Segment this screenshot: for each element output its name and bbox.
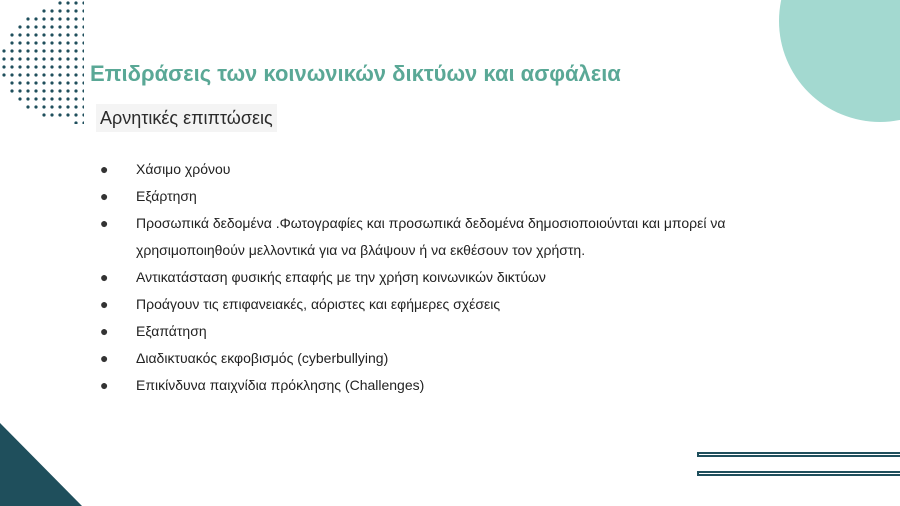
list-item: ● Διαδικτυακός εκφοβισμός (cyberbullying) — [100, 345, 860, 372]
dot-pattern-decoration — [0, 0, 84, 124]
list-item: ● Αντικατάσταση φυσικής επαφής με την χρήση κοινωνικών δικτύων — [100, 264, 860, 291]
bullet-icon: ● — [100, 188, 109, 204]
teal-circle-decoration — [779, 0, 900, 122]
bullet-list — [100, 156, 860, 399]
bullet-icon: ● — [100, 161, 109, 177]
bullet-icon: ● — [100, 296, 109, 312]
decorative-line-bottom — [697, 471, 900, 476]
list-item: ● Χάσιμο χρόνου — [100, 156, 860, 183]
list-item: ● Επικίνδυνα παιχνίδια πρόκλησης (Challenges) — [100, 372, 860, 399]
slide-subtitle: Αρνητικές επιπτώσεις — [96, 104, 277, 132]
decorative-line-top — [697, 452, 900, 457]
list-item: ● Προσωπικά δεδομένα .Φωτογραφίες και προσωπικά δεδομένα δημοσιοποιούνται και μπορεί να — [100, 210, 860, 237]
list-item: ● Εξαπάτηση — [100, 318, 860, 345]
bullet-icon: ● — [100, 350, 109, 366]
bullet-icon: ● — [100, 215, 109, 231]
bullet-icon: ● — [100, 269, 109, 285]
bullet-icon: ● — [100, 323, 109, 339]
list-item: ● Εξάρτηση — [100, 183, 860, 210]
list-item-continuation: χρησιμοποιηθούν μελλοντικά για να βλάψουν ή να εκθέσουν τον χρήστη. — [136, 242, 586, 258]
list-item: ● Προάγουν τις επιφανειακές, αόριστες και εφήμερες σχέσεις — [100, 291, 860, 318]
dark-triangle-decoration — [0, 423, 82, 506]
slide-title: Επιδράσεις των κοινωνικών δικτύων και ασφάλεια — [90, 61, 621, 86]
bullet-icon: ● — [100, 377, 109, 393]
